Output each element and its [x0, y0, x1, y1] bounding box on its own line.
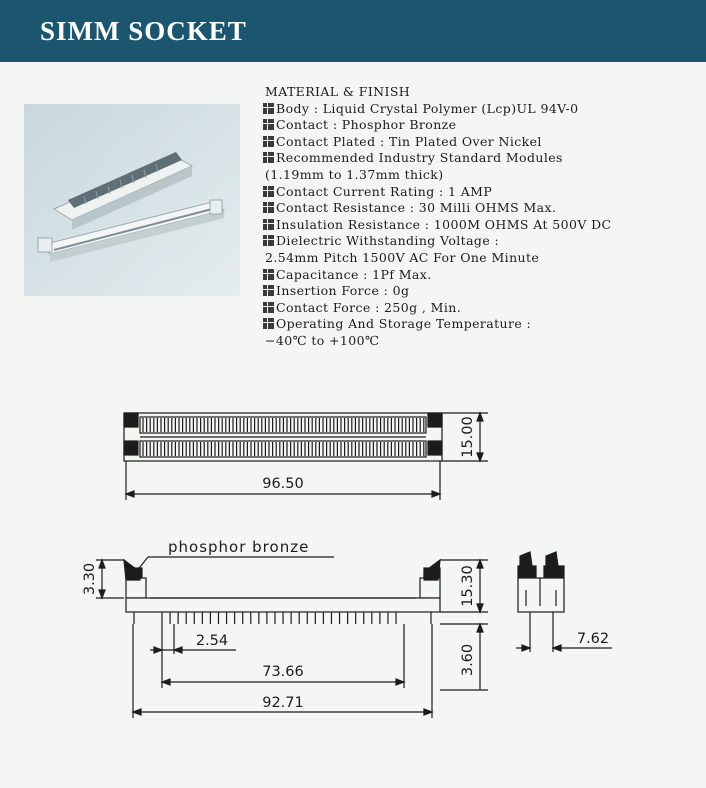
spec-text: Contact : Phosphor Bronze — [276, 117, 457, 133]
spec-text: Operating And Storage Temperature : — [276, 316, 532, 332]
spec-text: Recommended Industry Standard Modules — [276, 150, 563, 166]
specs-heading: MATERIAL & FINISH — [265, 84, 411, 99]
spec-text: 2.54mm Pitch 1500V AC For One Minute — [265, 249, 540, 265]
page-title: SIMM SOCKET — [40, 16, 247, 46]
spec-text: Contact Resistance : 30 Milli OHMS Max. — [276, 200, 557, 216]
spec-text: −40℃ to +100℃ — [265, 332, 380, 348]
dim-top-height-label: 3.30 — [82, 562, 98, 596]
dim-pin-span-label: 73.66 — [262, 664, 304, 680]
spec-text: (1.19mm to 1.37mm thick) — [265, 166, 444, 182]
dim-height-label: 15.00 — [460, 416, 476, 458]
top-view — [124, 413, 488, 500]
dim-overall-width-label: 92.71 — [262, 695, 304, 711]
spec-text: Dielectric Withstanding Voltage : — [276, 233, 500, 249]
dim-row-spacing-label: 7.62 — [576, 631, 610, 647]
spec-text: Capacitance : 1Pf Max. — [276, 266, 432, 282]
material-callout: phosphor bronze — [168, 538, 310, 556]
spec-text: Contact Current Rating : 1 AMP — [276, 183, 493, 199]
spec-text: Insulation Resistance : 1000M OHMS At 500V DC — [276, 216, 612, 232]
spec-text: Body : Liquid Crystal Polymer (Lcp)UL 94V-0 — [276, 100, 579, 116]
dim-pin-length-label: 3.60 — [460, 643, 476, 677]
front-view — [96, 557, 488, 718]
dim-pitch-label: 2.54 — [195, 633, 229, 649]
spec-text: Insertion Force : 0g — [276, 283, 410, 299]
contact-pins — [162, 612, 396, 624]
dim-width-label: 96.50 — [262, 476, 304, 492]
dim-body-height-label: 15.30 — [460, 565, 476, 607]
spec-text: Contact Force : 250g , Min. — [276, 299, 462, 315]
spec-text: Contact Plated : Tin Plated Over Nickel — [276, 133, 542, 149]
